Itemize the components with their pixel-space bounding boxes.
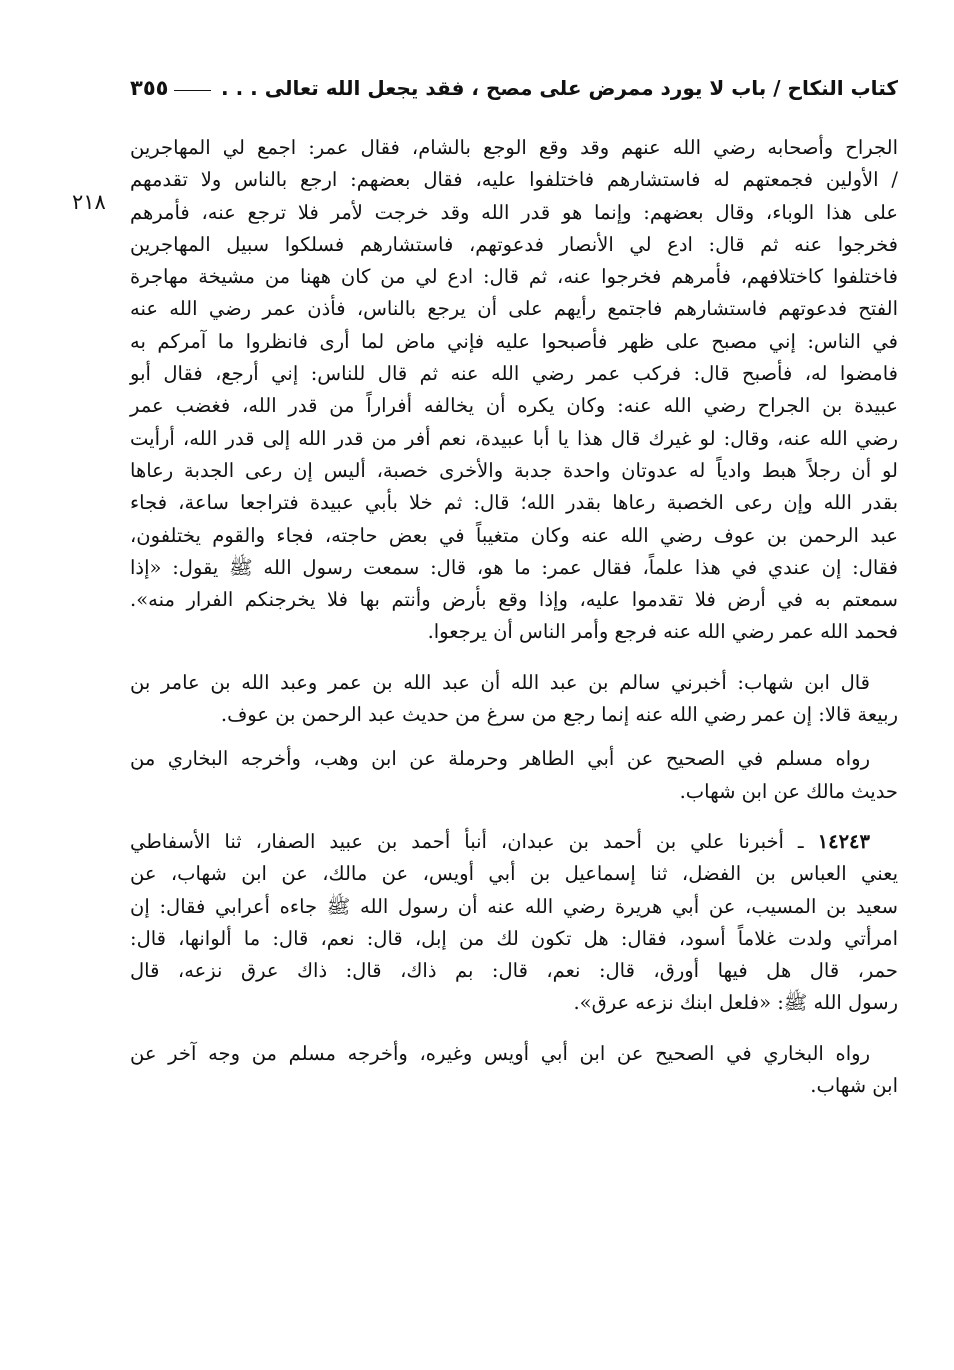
text-line: فخرجوا عنه ثم قال: ادع لي الأنصار فدعوتهم، فاستشارهم فسلكوا سبيل المهاجرين: [130, 232, 898, 256]
hadith-number: ١٤٢٤٣: [817, 829, 870, 853]
hadith-isnad: ـ أخبرنا علي بن أحمد بن عبدان، أنبأ أحمد بن عبيد الصفار، ثنا الأسفاطي: [130, 829, 804, 853]
text-line: سمعتم به في أرض فلا تقدموا عليه، وإذا وقع بأرض وأنتم بها فلا يخرجنكم الفرار منه».: [130, 588, 898, 612]
text-line: ربيعة قالا: إن عمر رضي الله عنه إنما رجع من سرغ من حديث عبد الرحمن بن عوف.: [220, 703, 898, 727]
text-line: لو أن رجلاً هبط وادياً له عدوتان واحدة جدبة والأخرى خصبة، أليس إن رعى الجدبة رعاها: [130, 458, 898, 482]
text-line: رضي الله عنه، وقال: لو غيرك قال هذا يا أبا عبيدة، نعم أفر من قدر الله إلى قدر الله، أرأيت: [130, 426, 898, 450]
text-line: / الأولين فجمعتهم له فاستشارهم فاختلفوا عليه، فقال بعضهم: ارجع بالناس ولا تقدمهم: [130, 168, 898, 192]
text-line: فحمد الله عمر رضي الله عنه فرجع وأمر الناس أن يرجعوا.: [427, 620, 898, 644]
text-line: عبد الرحمن بن عوف رضي الله عنه وكان متغيباً في بعض حاجته، فجاء والقوم يختلفون،: [130, 523, 898, 547]
text-line: عبيدة بن الجراح رضي الله عنه: وكان يكره أن يخالفه أفراراً من قدر الله، فغضب عمر: [130, 394, 898, 418]
page-number: ٣٥٥: [130, 76, 169, 100]
margin-page-marker: ٢١٨: [72, 190, 106, 214]
text-line: بقدر الله وإن رعى الخصبة رعاها بقدر الله؛ قال: ثم خلا بأبي عبيدة فتراجعا ساعة، فجاء: [130, 491, 898, 515]
text-line: [130, 826, 898, 858]
text-line: حمر، قال هل فيها أورق، قال: نعم، قال: بم ذاك، قال: ذاك عرق نزعه، قال: [130, 959, 898, 983]
text-line: رواه البخاري في الصحيح عن ابن أبي أويس وغيره، وأخرجه مسلم من وجه آخر عن: [130, 1041, 870, 1065]
text-line: قال ابن شهاب: أخبرني سالم بن عبد الله أن عبد الله بن عمر وعبد الله بن عامر بن: [130, 670, 870, 694]
text-line: في الناس: إني مصبح على ظهر فأصبحوا عليه فإني ماض لما أرى فانظروا ما آمركم به: [130, 329, 898, 353]
text-line: فاختلفوا كاختلافهم، فأمرهم فخرجوا عنه، ثم قال: ادع لي من كان ههنا من مشيخة مهاجرة: [130, 265, 898, 289]
page-body: [130, 132, 898, 1102]
text-line: فقال: إن عندي في هذا علماً، فقال عمر: ما هو، قال: سمعت رسول الله ﷺ يقول: «إذا: [130, 555, 898, 579]
running-title: كتاب النكاح / باب لا يورد ممرض على مصح ، فقد يجعل الله تعالى . . .: [221, 76, 898, 100]
text-line: على هذا الوباء، وقال بعضهم: وإنما هو قدر الله وقد خرجت لأمر فلا ترجع عنه، فأمرهم: [130, 200, 898, 224]
text-line: حديث مالك عن ابن شهاب.: [679, 779, 898, 803]
text-line: امرأتي ولدت غلاماً أسود، فقال: هل تكون لك من إبل، قال: نعم، قال: ما ألوانها، قال:: [130, 926, 898, 950]
text-line: رسول الله ﷺ: «فلعل ابنك نزعه عرق».: [573, 991, 898, 1015]
paragraph-takhrij-muslim: [130, 743, 898, 808]
paragraph-hadith-14243: [130, 826, 898, 1020]
text-line: الفتح فدعوتهم فاستشارهم فاجتمع رأيهم على أن يرجع بالناس، فأذن عمر رضي الله عنه: [130, 297, 898, 321]
text-line: رواه مسلم في الصحيح عن أبي الطاهر وحرملة عن ابن وهب، وأخرجه البخاري من: [130, 747, 870, 771]
text-line: الجراح وأصحابه رضي الله عنهم وقد وقع الوجع بالشام، فقال عمر: اجمع لي المهاجرين: [130, 136, 898, 159]
paragraph-takhrij-bukhari: [130, 1038, 898, 1103]
text-line: يعني العباس بن الفضل، ثنا إسماعيل بن أبي أويس، عن مالك، عن ابن شهاب، عن: [130, 862, 898, 886]
paragraph-hadith-continuation: [130, 132, 898, 649]
header-rule: [174, 90, 211, 91]
text-line: ابن شهاب.: [810, 1074, 898, 1098]
text-line: فامضوا له، فأصبح قال: فركب عمر رضي الله عنه ثم قال للناس: إني أرجع، فقال أبو: [130, 362, 898, 386]
page-header: [130, 70, 898, 106]
paragraph-ibn-shihab: [130, 667, 898, 732]
text-line: سعيد بن المسيب، عن أبي هريرة رضي الله عنه أن رسول الله ﷺ جاءه أعرابي فقال: إن: [130, 894, 898, 918]
